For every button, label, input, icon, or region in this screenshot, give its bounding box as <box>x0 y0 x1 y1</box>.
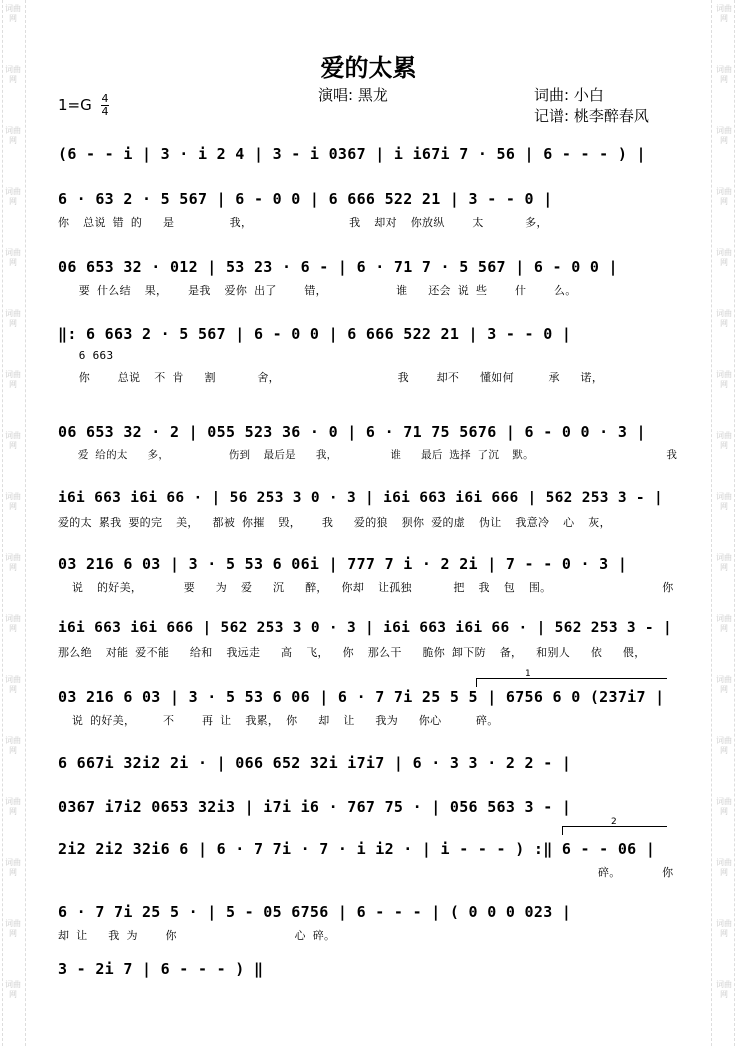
watermark-text: 词曲网 <box>716 126 732 145</box>
watermark-text: 词曲网 <box>5 797 21 816</box>
lyric-text: 那么绝 对能 爱不能 给和 我远走 高 飞， 你 那么干 脆你 卸下防 备， 和别人 依 偎， <box>58 646 646 659</box>
notation-text: 03 216 6 03 | 3 · 5 53 6 06 | 6 · 7 7i 25 5 5 | 6756 6 0 (237i7 | <box>58 688 665 706</box>
notation-text: i6i 663 i6i 66 · | 56 253 3 0 · 3 | i6i 663 i6i 666 | 562 253 3 - | <box>58 490 663 506</box>
watermark-text: 词曲网 <box>716 370 732 389</box>
watermark-text: 词曲网 <box>5 65 21 84</box>
time-signature-bottom: 4 <box>101 105 109 118</box>
lyric-text: 爱 给的太 多， 伤到 最后是 我， 谁 最后 选择 了沉 默。 我 <box>58 449 678 461</box>
lyricist-credit: 词曲: 小白 <box>534 86 604 104</box>
watermark-text: 词曲网 <box>716 675 732 694</box>
notation-text: 06 653 32 · 2 | 055 523 36 · 0 | 6 · 71 75 5676 | 6 - 0 0 · 3 | <box>58 423 646 441</box>
notation-text: 6 · 7 7i 25 5 · | 5 - 05 6756 | 6 - - - | ( 0 0 0 023 | <box>58 903 572 921</box>
second-ending-bracket <box>562 817 667 835</box>
lyric-text: 却 让 我 为 你 心 碎。 <box>58 929 336 942</box>
notation-text: ‖: 6 663 2 · 5 567 | 6 - 0 0 | 6 666 522 21 | 3 - - 0 | <box>58 325 572 343</box>
time-signature <box>101 94 109 117</box>
lyric-text: 你 总说 错 的 是 我， 我 却对 你放纵 太 多， <box>58 216 548 229</box>
watermark-text: 词曲网 <box>716 797 732 816</box>
watermark-text: 词曲网 <box>5 248 21 267</box>
watermark-text: 词曲网 <box>5 858 21 877</box>
watermark-text: 词曲网 <box>5 431 21 450</box>
notation-text: 2i2 2i2 32i6 6 | 6 · 7 7i · 7 · i i2 · | i - - - ) :‖ 6 - - 06 | <box>58 840 656 858</box>
watermark-text: 词曲网 <box>716 919 732 938</box>
watermark-text: 词曲网 <box>5 370 21 389</box>
watermark-text: 词曲网 <box>716 736 732 755</box>
lyric-text: 说 的好美， 不 再 让 我累， 你 却 让 我为 你心 碎。 <box>58 714 499 727</box>
first-ending-bracket <box>476 669 667 687</box>
watermark-text: 词曲网 <box>5 126 21 145</box>
watermark-text: 词曲网 <box>5 675 21 694</box>
watermark-text: 词曲网 <box>716 553 732 572</box>
watermark-text: 词曲网 <box>5 187 21 206</box>
watermark-text: 词曲网 <box>5 614 21 633</box>
lyric-text: 6 663 <box>58 349 114 362</box>
notation-text: 0367 i7i2 0653 32i3 | i7i i6 · 767 75 · | 056 563 3 - | <box>58 798 572 816</box>
watermark-text: 词曲网 <box>716 492 732 511</box>
lyric-text: 要 什么结 果， 是我 爱你 出了 错， 谁 还会 说 些 什 么。 <box>58 284 577 297</box>
watermark-text: 词曲网 <box>716 248 732 267</box>
watermark-text: 词曲网 <box>716 431 732 450</box>
watermark-text: 词曲网 <box>5 736 21 755</box>
lyric-text: 碎。 你 <box>58 866 674 879</box>
notation-text: i6i 663 i6i 666 | 562 253 3 0 · 3 | i6i 663 i6i 66 · | 562 253 3 - | <box>58 620 673 636</box>
key-signature: 1=G <box>58 96 92 114</box>
watermark-text: 词曲网 <box>5 492 21 511</box>
watermark-text: 词曲网 <box>5 980 21 999</box>
second-ending-label: 2 <box>611 817 617 827</box>
notation-text: 6 · 63 2 · 5 567 | 6 - 0 0 | 6 666 522 21 | 3 - - 0 | <box>58 190 553 208</box>
first-ending-label: 1 <box>525 669 531 679</box>
watermark-text: 词曲网 <box>716 309 732 328</box>
watermark-text: 词曲网 <box>5 309 21 328</box>
watermark-text: 词曲网 <box>716 4 732 23</box>
watermark-text: 词曲网 <box>716 980 732 999</box>
singer-credit: 演唱: 黑龙 <box>318 86 388 104</box>
watermark-text: 词曲网 <box>5 553 21 572</box>
watermark-text: 词曲网 <box>5 919 21 938</box>
time-signature-top: 4 <box>101 92 109 105</box>
notation-text: 06 653 32 · 012 | 53 23 · 6 - | 6 · 71 7 · 5 567 | 6 - 0 0 | <box>58 258 618 276</box>
notation-text: 6 667i 32i2 2i · | 066 652 32i i7i7 | 6 · 3 3 · 2 2 - | <box>58 754 572 772</box>
song-title: 爱的太累 <box>320 54 417 82</box>
lyric-text: 说 的好美， 要 为 爱 沉 醉， 你却 让孤独 把 我 包 围。 你 <box>58 581 674 594</box>
watermark-text: 词曲网 <box>5 4 21 23</box>
lyric-text: 爱的太 累我 要的完 美， 都被 你摧 毁， 我 爱的狼 狈你 爱的虚 伪让 我意冷 心 灰， <box>58 516 611 529</box>
watermark-text: 词曲网 <box>716 187 732 206</box>
notation-text: (6 - - i | 3 · i 2 4 | 3 - i 0367 | i i67i 7 · 56 | 6 - - - ) | <box>58 145 646 163</box>
watermark-text: 词曲网 <box>716 65 732 84</box>
transcriber-credit: 记谱: 桃李醉春风 <box>534 107 649 125</box>
lyric-text-second-verse: 你 总说 不 肯 割 舍， 我 却不 懂如何 承 诺， <box>58 371 604 384</box>
watermark-strip-left <box>2 0 26 1046</box>
watermark-strip-right <box>711 0 735 1046</box>
watermark-text: 词曲网 <box>716 614 732 633</box>
watermark-text: 词曲网 <box>716 858 732 877</box>
notation-text: 03 216 6 03 | 3 · 5 53 6 06i | 777 7 i · 2 2i | 7 - - 0 · 3 | <box>58 555 628 573</box>
notation-text: 3 - 2i 7 | 6 - - - ) ‖ <box>58 960 264 978</box>
